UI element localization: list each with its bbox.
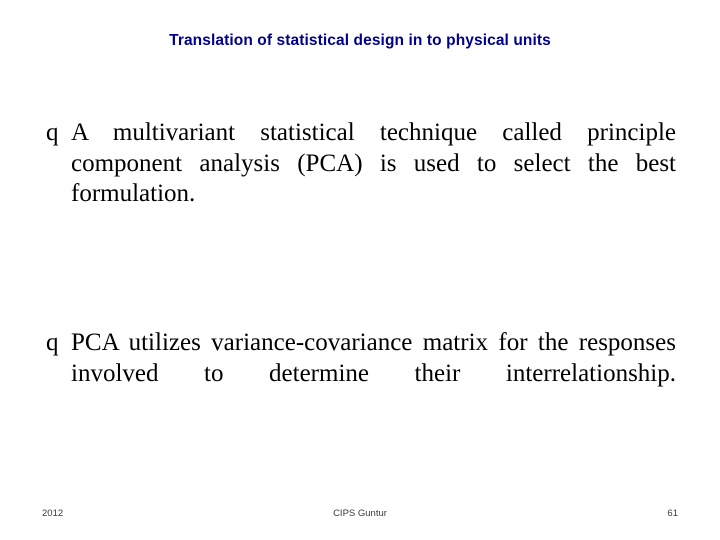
bullet-marker-icon: q xyxy=(46,329,59,356)
slide-body xyxy=(46,118,676,420)
slide-footer xyxy=(0,494,720,540)
bullet-text: PCA utilizes variance-covariance matrix for the responses involved to determine their interrelationship. xyxy=(71,329,676,387)
footer-year: 2012 xyxy=(42,508,64,519)
page-title: Translation of statistical design in to physical units xyxy=(169,32,551,49)
bullet-item xyxy=(46,118,676,240)
bullet-item xyxy=(46,328,676,420)
bullet-text: A multivariant statistical technique called principle component analysis (PCA) is used to select the best formulation. xyxy=(71,119,676,207)
footer-page-number: 61 xyxy=(667,508,678,519)
bullet-marker-icon: q xyxy=(46,119,59,146)
footer-organization: CIPS Guntur xyxy=(333,508,387,519)
bullet-spacer xyxy=(46,240,676,328)
